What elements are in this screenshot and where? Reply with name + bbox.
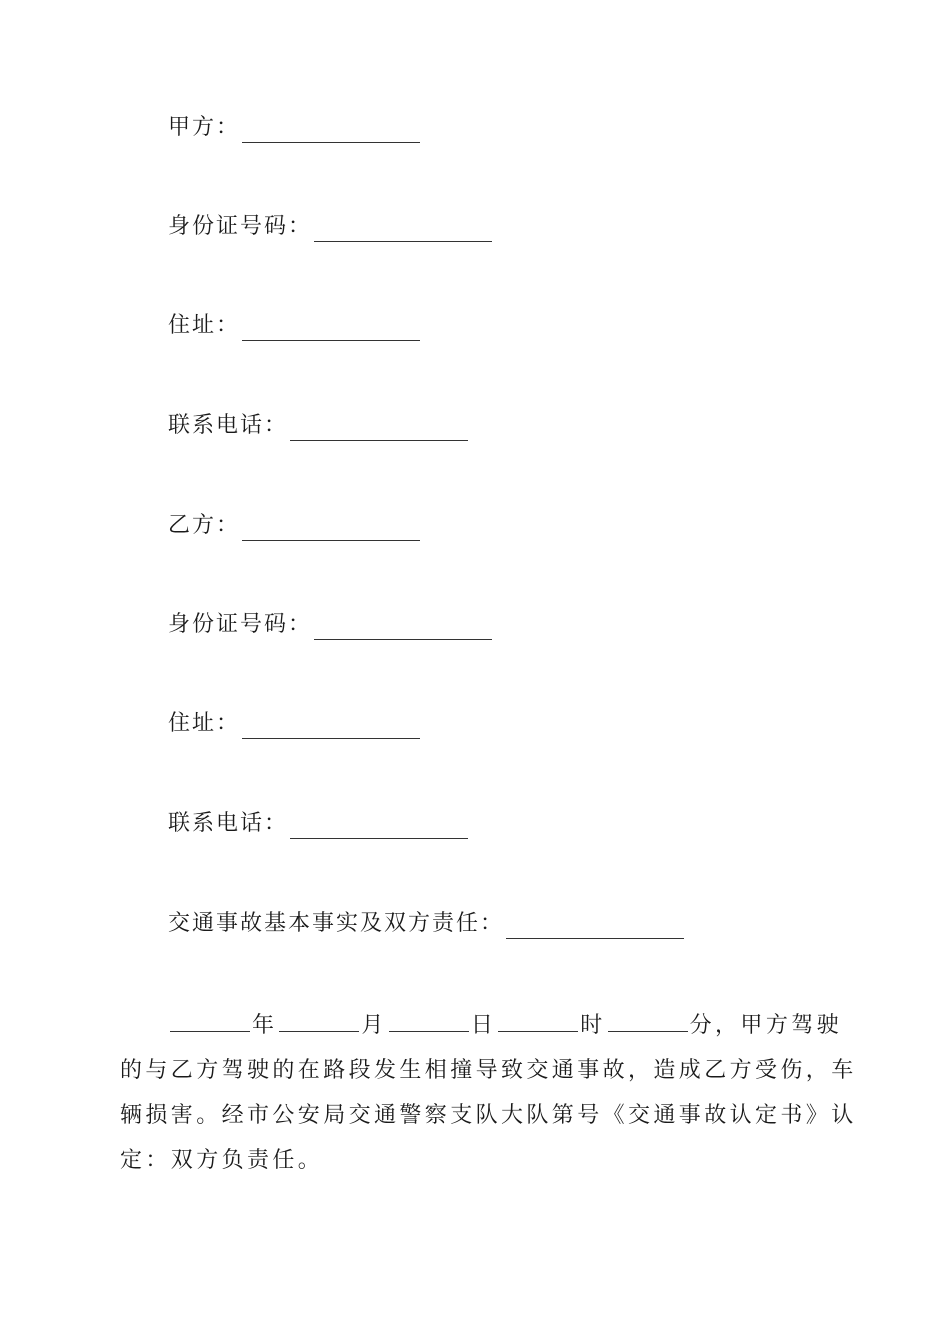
accident-facts-field — [168, 909, 684, 939]
party-a-address-label: 住址： — [168, 313, 241, 338]
party-b-name-label: 乙方： — [168, 513, 241, 538]
party-b-address-label: 住址： — [168, 711, 241, 736]
line-1-tail: ，甲方驾驶 — [715, 1013, 843, 1038]
minute-blank[interactable] — [608, 1007, 688, 1032]
party-a-address-field — [168, 311, 420, 341]
day-unit: 日 — [470, 1013, 497, 1038]
party-b-phone-field — [168, 809, 468, 839]
paragraph-line-4: 定：双方负责任。 — [120, 1148, 324, 1173]
paragraph-line-3: 辆损害。经市公安局交通警察支队大队第号《交通事故认定书》认 — [120, 1103, 857, 1128]
hour-unit: 时 — [580, 1013, 606, 1038]
party-a-name-blank[interactable] — [242, 120, 420, 143]
accident-facts-label: 交通事故基本事实及双方责任： — [168, 911, 505, 936]
party-a-phone-field — [168, 411, 468, 441]
party-b-id-field — [168, 610, 492, 640]
day-blank[interactable] — [389, 1007, 469, 1032]
paragraph-line-2: 的与乙方驾驶的在路段发生相撞导致交通事故，造成乙方受伤，车 — [120, 1058, 857, 1083]
party-b-name-field — [168, 511, 420, 541]
party-b-address-field — [168, 709, 420, 739]
month-blank[interactable] — [279, 1007, 359, 1032]
party-a-id-field — [168, 212, 492, 242]
party-b-id-blank[interactable] — [314, 617, 492, 640]
accident-description-paragraph — [120, 1003, 857, 1183]
year-blank[interactable] — [170, 1007, 250, 1032]
party-a-name-label: 甲方： — [168, 115, 241, 140]
year-unit: 年 — [252, 1013, 278, 1038]
party-b-address-blank[interactable] — [242, 716, 420, 739]
month-unit: 月 — [361, 1013, 387, 1038]
party-b-name-blank[interactable] — [242, 518, 420, 541]
party-a-id-label: 身份证号码： — [168, 214, 313, 239]
hour-blank[interactable] — [498, 1007, 578, 1032]
party-a-name-field — [168, 113, 420, 143]
party-a-phone-label: 联系电话： — [168, 413, 289, 438]
party-b-phone-blank[interactable] — [290, 816, 468, 839]
paragraph-line-1 — [120, 1003, 843, 1048]
party-a-id-blank[interactable] — [314, 219, 492, 242]
party-a-address-blank[interactable] — [242, 318, 420, 341]
party-a-phone-blank[interactable] — [290, 418, 468, 441]
accident-facts-blank[interactable] — [506, 916, 684, 939]
minute-unit: 分 — [689, 1013, 716, 1038]
party-b-phone-label: 联系电话： — [168, 811, 289, 836]
party-b-id-label: 身份证号码： — [168, 612, 313, 637]
